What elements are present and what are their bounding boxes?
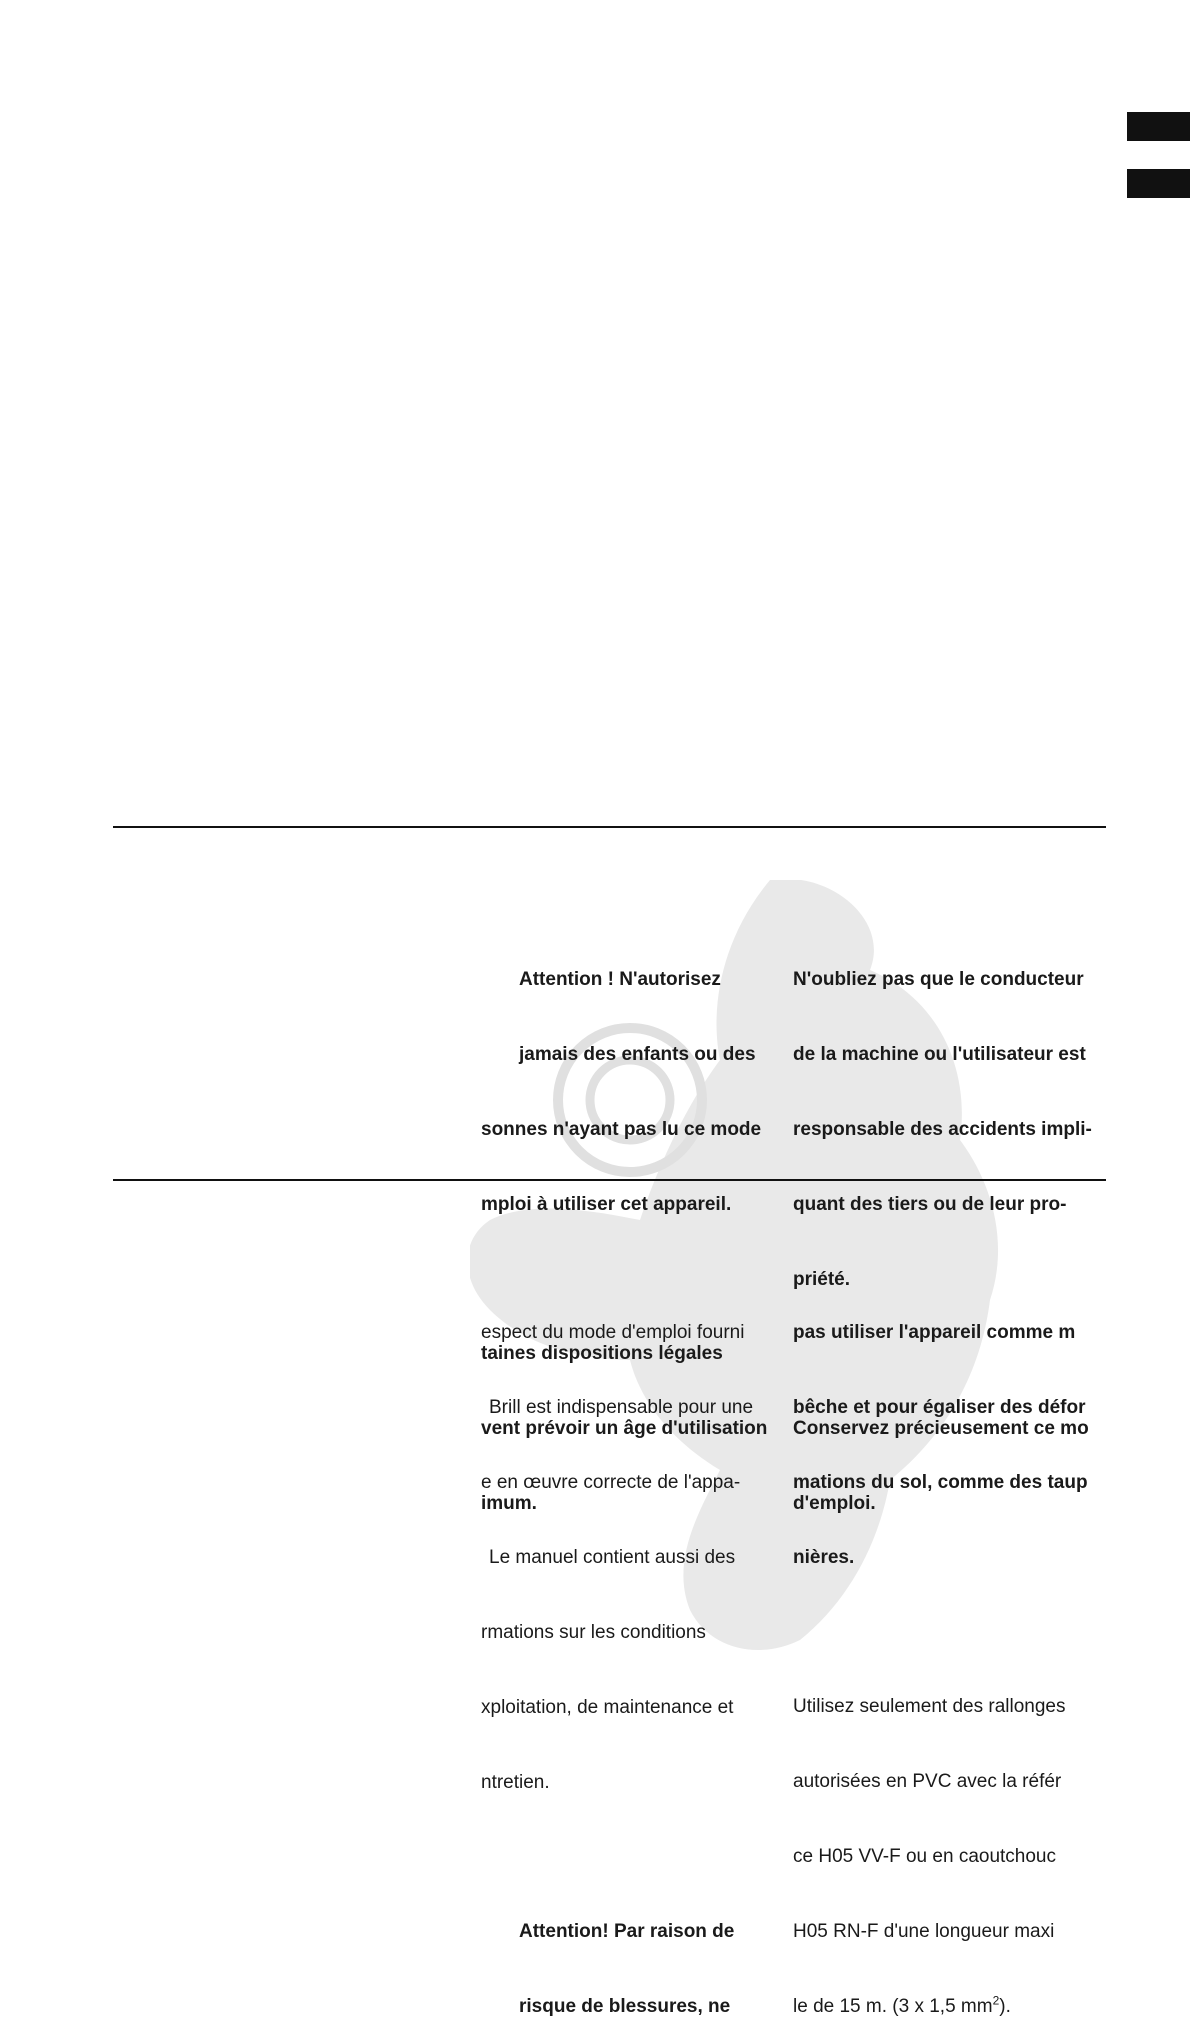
cable-line: Utilisez seulement des rallonges (793, 1696, 1066, 1717)
injury-warning-line: risque de blessures, ne (519, 1996, 731, 2017)
responsibility-line: quant des tiers ou de leur pro- (793, 1194, 1067, 1215)
keep-manual-line: d'emploi. (793, 1493, 876, 1514)
usage-column-left (481, 1270, 753, 2044)
usage-line: bêche et pour égaliser des défor (793, 1397, 1086, 1418)
usage-line: nières. (793, 1547, 855, 1568)
cable-line-last (793, 1994, 1088, 2019)
usage-column-right (793, 1270, 1088, 2044)
chapter-tab-marker (1127, 112, 1190, 141)
warning-line: Attention ! N'autorisez (519, 969, 721, 990)
cable-text: le de 15 m. (3 x 1,5 mm (793, 1996, 993, 2017)
legal-line: imum. (481, 1493, 537, 1514)
warning-line: jamais des enfants ou des (519, 1044, 756, 1065)
manual-line: e en œuvre correcte de l'appa- (481, 1472, 741, 1493)
responsibility-line: N'oubliez pas que le conducteur (793, 969, 1084, 990)
responsibility-line: de la machine ou l'utilisateur est (793, 1044, 1086, 1065)
chapter-tab-marker-2 (1127, 169, 1190, 198)
keep-manual-line: Conservez précieusement ce mo (793, 1418, 1089, 1439)
warning-line: mploi à utiliser cet appareil. (481, 1194, 732, 1215)
cable-end: ). (999, 1996, 1011, 2017)
cable-line: autorisées en PVC avec la référ (793, 1771, 1062, 1792)
manual-line: rmations sur les conditions (481, 1622, 706, 1643)
manual-line: Le manuel contient aussi des (489, 1547, 736, 1568)
manual-line: espect du mode d'emploi fourni (481, 1322, 745, 1343)
manual-line: xploitation, de maintenance et (481, 1697, 734, 1718)
superscript: 2 (992, 1993, 1000, 2008)
responsibility-line: responsable des accidents impli- (793, 1119, 1092, 1140)
legal-line: taines dispositions légales (481, 1343, 723, 1364)
cable-line: H05 RN-F d'une longueur maxi (793, 1921, 1055, 1942)
usage-line: pas utiliser l'appareil comme m (793, 1322, 1076, 1343)
legal-line: vent prévoir un âge d'utilisation (481, 1418, 768, 1439)
cable-line: ce H05 VV-F ou en caoutchouc (793, 1846, 1056, 1867)
responsibility-line: priété. (793, 1269, 851, 1290)
usage-line: mations du sol, comme des taup (793, 1472, 1088, 1493)
warning-line: sonnes n'ayant pas lu ce mode (481, 1119, 762, 1140)
manual-line: ntretien. (481, 1772, 550, 1793)
injury-warning-line: Attention! Par raison de (519, 1921, 735, 1942)
manual-line: Brill est indispensable pour une (489, 1397, 754, 1418)
section-divider-top (113, 826, 1106, 828)
